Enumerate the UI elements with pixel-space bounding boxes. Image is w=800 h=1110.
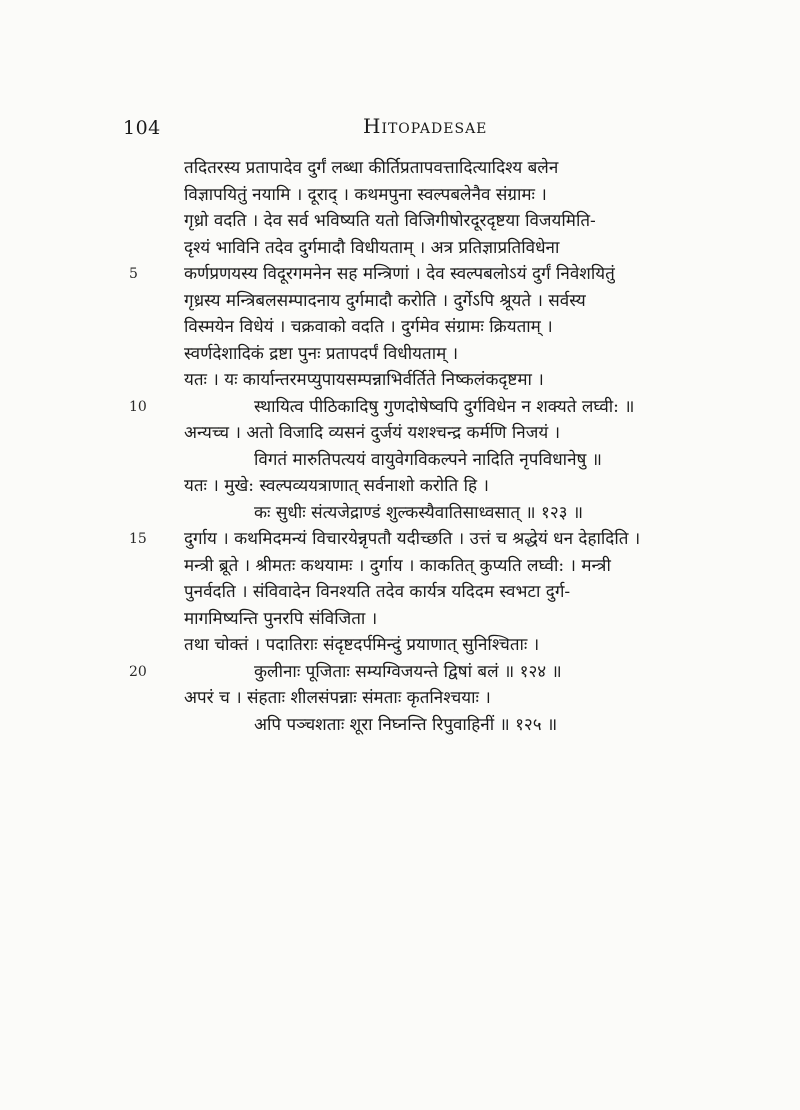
text-line-19	[184, 632, 692, 659]
text-line-13	[184, 473, 692, 500]
page-number: 104	[123, 117, 161, 139]
line-text: मागमिष्यन्ति पुनरपि संविजिता ।	[184, 608, 378, 629]
line-text: विज्ञापयितुं नयामि । दूराद्‌ । कथमपुना स्वल्पबलेनैव संग्रामः ।	[184, 184, 547, 205]
text-line-10	[129, 394, 692, 421]
line-text: मन्त्री ब्रूते । श्रीमतः कथयामः । दुर्गाय । काकतित् कुप्यति लघ्वी: । मन्त्री	[184, 555, 611, 576]
verse-line: अपि पञ्चशताः शूरा निघ्नन्ति रिपुवाहिनीं ॥ १२५ ॥	[254, 714, 558, 735]
text-line-15	[129, 526, 692, 553]
text-line-9	[184, 367, 692, 394]
line-text: गृध्रस्य मन्त्रिबलसम्पादनाय दुर्गमादौ करोति । दुर्गेऽपि श्रूयते । सर्वस्य	[184, 290, 586, 311]
text-line-4	[184, 235, 692, 262]
verse-line: स्थायित्व पीठिकादिषु गुणदोषेष्वपि दुर्गविधेन न शक्यते लघ्वी: ॥	[254, 396, 635, 417]
running-title: Hitopadesae	[363, 114, 488, 138]
text-line-12	[184, 447, 692, 474]
text-line-16	[184, 553, 692, 580]
line-number-5: 5	[129, 266, 138, 282]
text-line-14	[184, 500, 692, 527]
text-line-7	[184, 314, 692, 341]
text-line-6	[184, 288, 692, 315]
text-line-1	[184, 155, 692, 182]
text-line-5	[129, 261, 692, 288]
line-text: तथा चोक्तं । पदातिराः संदृष्टदर्पमिन्दुं प्रयाणात् सुनिश्चिताः ।	[184, 635, 540, 655]
line-text: विस्मयेन विधेयं । चक्रवाको वदति । दुर्गमेव संग्रामः क्रियताम् ।	[184, 317, 553, 337]
text-line-11	[184, 420, 692, 447]
line-text: स्वर्णदेशादिकं द्रष्टा पुनः प्रतापदर्पं विधीयताम् ।	[184, 343, 459, 364]
verse-line: कुलीनाः पूजिताः सम्यग्विजयन्ते द्विषां बलं ॥ १२४ ॥	[254, 661, 562, 682]
text-line-8	[184, 341, 692, 368]
line-text: अन्यच्च । अतो विजादि व्यसनं दुर्जयं यशश्चन्द्र कर्मणि निजयं ।	[184, 423, 561, 443]
line-text: अपरं च । संहताः शीलसंपन्नाः संमताः कृतनिश्चयाः ।	[184, 688, 491, 708]
line-text: पुनर्वदति । संविवादेन विनश्यति तदेव कार्यत्र यदिदम स्वभटा दुर्ग-	[184, 582, 571, 602]
line-text: दुर्गाय । कथमिदमन्यं विचारयेन्नृपतौ यदीच्छति । उत्तं च श्रद्धेयं धन देहादिति ।	[184, 529, 641, 549]
line-number-10: 10	[129, 398, 147, 415]
text-line-17	[184, 579, 692, 606]
text-line-2	[184, 182, 692, 209]
sanskrit-text-block	[129, 155, 692, 738]
line-text: दृश्यं भाविनि तदेव दुर्गमादौ विधीयताम् । अत्र प्रतिज्ञाप्रतिविधेना	[184, 237, 560, 258]
verse-line: विगतं मारुतिपत्ययं वायुवेगविकल्पने नादिति नृपविधानेषु ॥	[254, 449, 602, 470]
line-text: यतः । यः कार्यान्तरमप्युपायसम्पन्नाभिर्वर्तिते निष्कलंकदृष्टमा ।	[184, 370, 544, 390]
line-number-15: 15	[129, 531, 147, 547]
line-number-20: 20	[129, 663, 147, 680]
text-line-21	[184, 685, 692, 712]
line-text: यतः । मुखे: स्वल्पव्ययत्राणात् सर्वनाशो करोति हि ।	[184, 476, 489, 496]
line-text: कर्णप्रणयस्य विदूरगमनेन सह मन्त्रिणां । देव स्वल्पबलोऽयं दुर्गं निवेशयितुं	[184, 264, 615, 284]
verse-line: कः सुधीः संत्यजेद्राण्डं शुल्कस्यैवातिसाध्वसात् ॥ १२३ ॥	[254, 502, 584, 523]
line-text: तदितरस्य प्रतापादेव दुर्गं लब्धा कीर्तिप्रतापवत्तादित्यादिश्य बलेन	[184, 158, 559, 178]
line-text: गृध्रो वदति । देव सर्व भविष्यति यतो विजिगीषोरदूरदृष्टया विजयमिति-	[184, 211, 596, 231]
text-line-22	[184, 712, 692, 739]
text-line-20	[129, 659, 692, 686]
text-line-3	[184, 208, 692, 235]
text-line-18	[184, 606, 692, 633]
